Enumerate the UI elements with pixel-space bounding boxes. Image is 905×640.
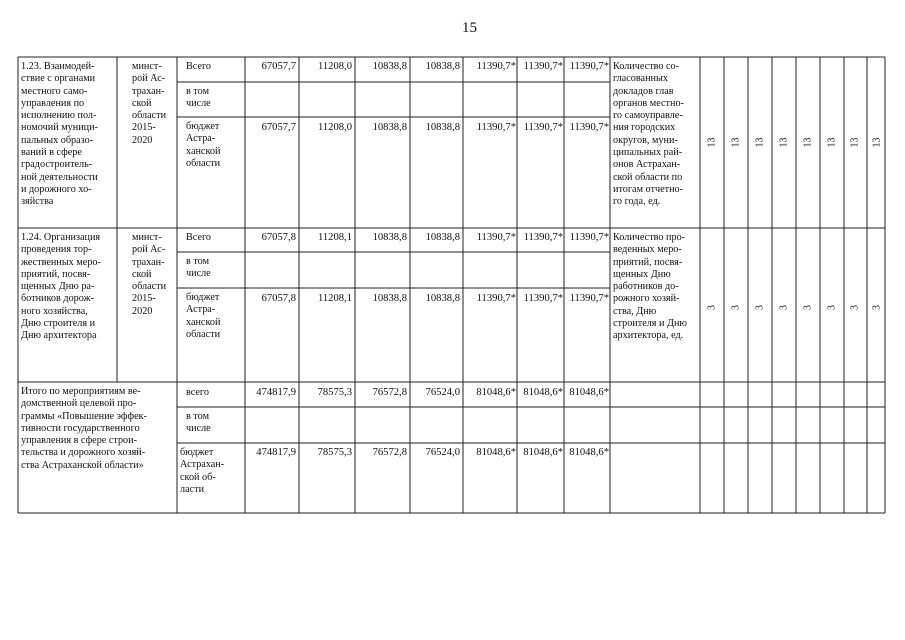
value-cell: 11208,1: [317, 232, 352, 243]
value-cell: 10838,8: [425, 61, 460, 72]
source-incl-label: в том числе: [186, 86, 211, 110]
value-cell: 11390,7*: [569, 122, 609, 133]
value-cell: 11390,7*: [476, 122, 516, 133]
measure-name: 1.24. Организация проведения тор- жественных меро- приятий, посвя- щенных Дню ра- ботников дорож- ного хозяйства, Дню строителя и Дню архитектора: [21, 232, 101, 342]
target-value: 13: [754, 137, 766, 148]
total-value-cell: 81048,6*: [476, 447, 516, 458]
total-value-cell: 76572,8: [372, 387, 407, 398]
value-cell: 11390,7*: [523, 293, 563, 304]
total-value-cell: 474817,9: [256, 447, 296, 458]
indicator-text: Количество со- гласованных докладов глав органов местно- го самоуправле- ния городских округов, муни- ципальных рай- онов Астрахан- ской области по итогам отчетно- го года, ед.: [613, 61, 684, 208]
target-value: 3: [778, 305, 790, 310]
value-cell: 11208,0: [317, 61, 352, 72]
source-total-label: Всего: [186, 232, 211, 243]
target-value: 13: [802, 137, 814, 148]
total-value-cell: 76524,0: [425, 387, 460, 398]
value-cell: 10838,8: [372, 61, 407, 72]
total-label: Итого по мероприятиям ве- домственной целевой про- граммы «Повышение эффек- тивности государственного управления в сфере строи- тельства и дорожного хозяй- ства Астраханской области»: [21, 386, 147, 471]
value-cell: 10838,8: [425, 232, 460, 243]
value-cell: 11390,7*: [523, 232, 563, 243]
target-value: 3: [849, 305, 861, 310]
value-cell: 11390,7*: [523, 122, 563, 133]
source-total-label: Всего: [186, 61, 211, 72]
total-value-cell: 81048,6*: [476, 387, 516, 398]
value-cell: 10838,8: [372, 232, 407, 243]
source-incl-label: в том числе: [186, 411, 211, 435]
target-value: 3: [754, 305, 766, 310]
total-value-cell: 81048,6*: [523, 447, 563, 458]
target-value: 13: [849, 137, 861, 148]
value-cell: 10838,8: [372, 293, 407, 304]
value-cell: 11208,0: [317, 122, 352, 133]
target-value: 3: [871, 305, 883, 310]
total-value-cell: 81048,6*: [569, 387, 609, 398]
source-budget-label: бюджет Астра- ханской области: [186, 121, 221, 169]
source-total-label: всего: [186, 387, 209, 398]
measure-name: 1.23. Взаимодей- ствие с органами местного само- управления по исполнению пол- номочий муници- пальных образо- ваний в сфере градостроитель- ной деятельности и дорожного хо- зяйства: [21, 61, 98, 208]
total-value-cell: 76572,8: [372, 447, 407, 458]
value-cell: 10838,8: [372, 122, 407, 133]
value-cell: 67057,8: [261, 232, 296, 243]
target-value: 13: [826, 137, 838, 148]
indicator-text: Количество про- веденных меро- приятий, посвя- щенных Дню работников до- рожного хозяй- ства, Дню строителя и Дню архитектора, ед.: [613, 232, 688, 342]
total-value-cell: 474817,9: [256, 387, 296, 398]
value-cell: 11390,7*: [476, 293, 516, 304]
target-value: 13: [778, 137, 790, 148]
total-value-cell: 81048,6*: [569, 447, 609, 458]
total-value-cell: 76524,0: [425, 447, 460, 458]
value-cell: 10838,8: [425, 122, 460, 133]
total-value-cell: 78575,3: [317, 387, 352, 398]
value-cell: 11208,1: [317, 293, 352, 304]
target-value: 3: [802, 305, 814, 310]
total-value-cell: 81048,6*: [523, 387, 563, 398]
value-cell: 11390,7*: [569, 293, 609, 304]
value-cell: 11390,7*: [476, 61, 516, 72]
value-cell: 67057,7: [261, 61, 296, 72]
value-cell: 10838,8: [425, 293, 460, 304]
total-value-cell: 78575,3: [317, 447, 352, 458]
executor-period: минст- рой Ас- трахан- ской области 2015- 2020: [132, 61, 167, 146]
value-cell: 11390,7*: [476, 232, 516, 243]
source-budget-label: бюджет Астра- ханской области: [186, 292, 221, 340]
value-cell: 67057,8: [261, 293, 296, 304]
target-value: 13: [706, 137, 718, 148]
source-incl-label: в том числе: [186, 256, 211, 280]
source-budget-label: бюджет Астрахан- ской об- ласти: [180, 447, 225, 495]
executor-period: минст- рой Ас- трахан- ской области 2015- 2020: [132, 232, 167, 317]
value-cell: 11390,7*: [569, 232, 609, 243]
target-value: 13: [871, 137, 883, 148]
value-cell: 67057,7: [261, 122, 296, 133]
target-value: 3: [730, 305, 742, 310]
value-cell: 11390,7*: [569, 61, 609, 72]
target-value: 3: [826, 305, 838, 310]
value-cell: 11390,7*: [523, 61, 563, 72]
target-value: 13: [730, 137, 742, 148]
page-number: 15: [462, 20, 477, 36]
target-value: 3: [706, 305, 718, 310]
